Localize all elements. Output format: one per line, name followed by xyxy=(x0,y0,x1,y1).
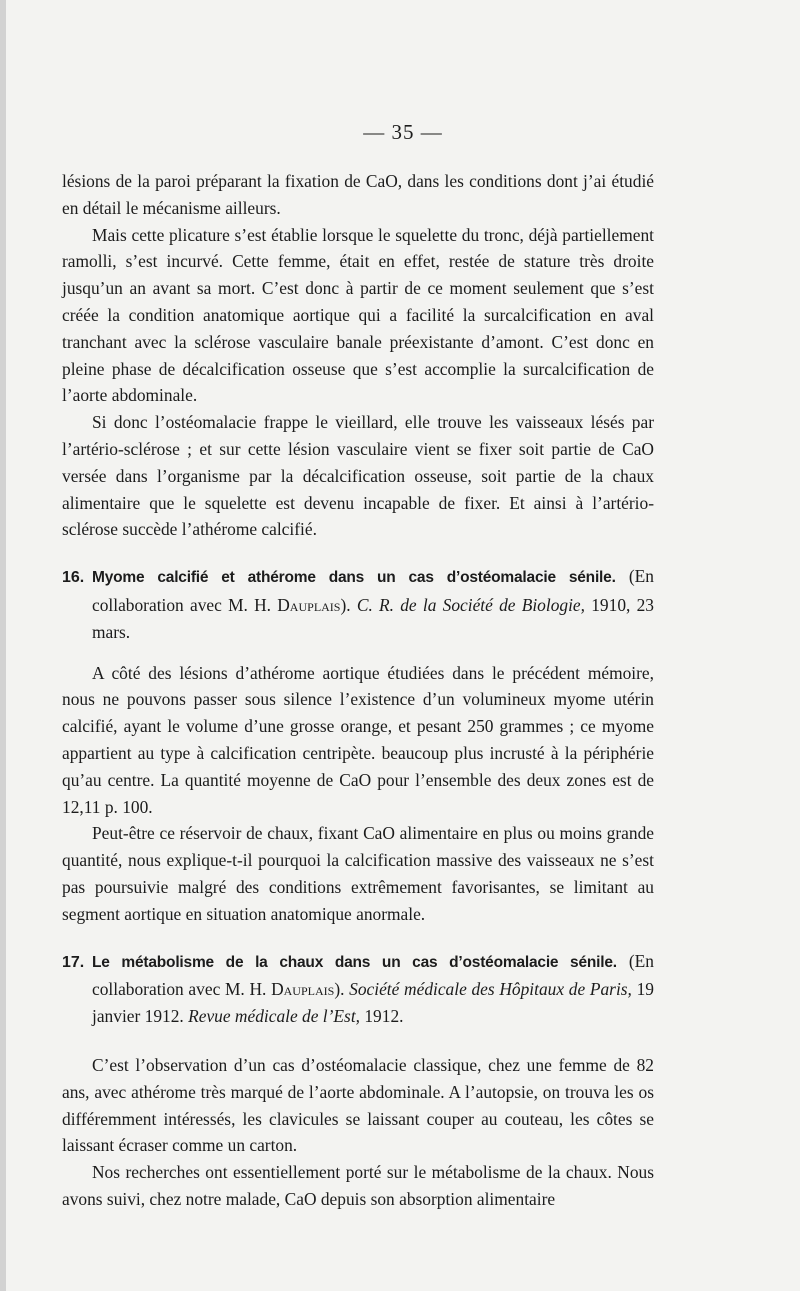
entry-16-collab: (En collaboration avec M. H. xyxy=(92,566,654,615)
entry-17-author: Dauplais xyxy=(271,979,335,1000)
entry-16-title: Myome calcifié et athérome dans un cas d’ostéomalacie sénile. xyxy=(92,569,616,587)
entry-17-date-1: 19 janvier 1912. xyxy=(92,979,654,1027)
body-text xyxy=(62,168,654,1213)
paragraph-3: Si donc l’ostéomalacie frappe le vieillard, elle trouve les vaisseaux lésés par l’artério-sclérose ; et sur cette lésion vasculaire vient se fixer soit partie de CaO versée dans l’organisme par la décalcification osseuse, soit partie de la chaux alimentaire que le squelette est devenu incapable de fixer. Et ainsi à l’artério-sclérose succède l’athérome calcifié. xyxy=(62,412,654,540)
paragraph-5: Peut-être ce réservoir de chaux, fixant CaO alimentaire en plus ou moins grande quantité, nous explique-t-il pourquoi la calcification massive des vaisseaux ne s’est pas poursuivie malgré des conditions extrêmement favorisantes, se limitant au segment aortique en situation anatomique anormale. xyxy=(62,823,654,924)
entry-17-journal-2: Revue médicale de l’Est, xyxy=(188,1006,361,1027)
entry-16-number: 16. xyxy=(62,569,85,587)
entry-16-close: ). xyxy=(340,594,357,615)
entry-17 xyxy=(62,948,654,1030)
entry-17-collab: (En collaboration avec M. H. xyxy=(92,950,654,1000)
page-number: — 35 — xyxy=(363,120,443,144)
spacer xyxy=(62,1030,654,1052)
paragraph-2: Mais cette plicature s’est établie lorsque le squelette du tronc, déjà partiellement ramolli, s’est incurvé. Cette femme, était en effet, restée de stature très droite jusqu’un an avant sa mort. C’est donc à partir de ce moment seulement que s’est créée la condition anatomique aortique qui a facilité la surcalcification en aval tranchant avec la sclérose vasculaire banale préexistante d’amont. C’est donc en pleine phase de décalcification osseuse que s’est accomplie la surcalcification de l’aorte abdominale. xyxy=(62,224,654,406)
entry-17-date-2: 1912. xyxy=(360,1006,404,1027)
document-page xyxy=(6,0,800,1291)
entry-17-close: ). xyxy=(334,979,350,1000)
entry-17-journal-1: Société médicale des Hôpitaux de Paris, xyxy=(349,979,632,1000)
entry-16-journal: C. R. de la Société de Biologie, xyxy=(356,594,585,615)
entry-16-date: 1910, 23 mars. xyxy=(92,594,654,642)
entry-17-number: 17. xyxy=(62,953,85,971)
paragraph-4: A côté des lésions d’athérome aortique étudiées dans le précédent mémoire, nous ne pouvons passer sous silence l’existence d’un volumineux myome utérin calcifié, ayant le volume d’une grosse orange, et pesant 250 grammes ; ce myome appartient au type à calcification centripète. beaucoup plus incrusté à la périphérie qu’au centre. La quantité moyenne de CaO pour l’ensemble des deux zones est de 12,11 p. 100. xyxy=(62,662,654,817)
entry-16 xyxy=(62,563,654,645)
entry-16-author: Dauplais xyxy=(277,594,341,615)
entry-17-title: Le métabolisme de la chaux dans un cas d’ostéomalacie sénile. xyxy=(92,953,617,971)
paragraph-6: C’est l’observation d’un cas d’ostéomalacie classique, chez une femme de 82 ans, avec athérome très marqué de l’aorte abdominale. A l’autopsie, on trouva les os différemment intéressés, les clavicules se laissant couper au couteau, les côtes se laissant écraser comme un carton. xyxy=(62,1054,654,1156)
paragraph-7: Nos recherches ont essentiellement porté sur le métabolisme de la chaux. Nous avons suivi, chez notre malade, CaO depuis son absorption alimentaire xyxy=(62,1162,654,1209)
paragraph-1: lésions de la paroi préparant la fixation de CaO, dans les conditions dont j’ai étudié en détail le mécanisme ailleurs. xyxy=(62,171,654,218)
